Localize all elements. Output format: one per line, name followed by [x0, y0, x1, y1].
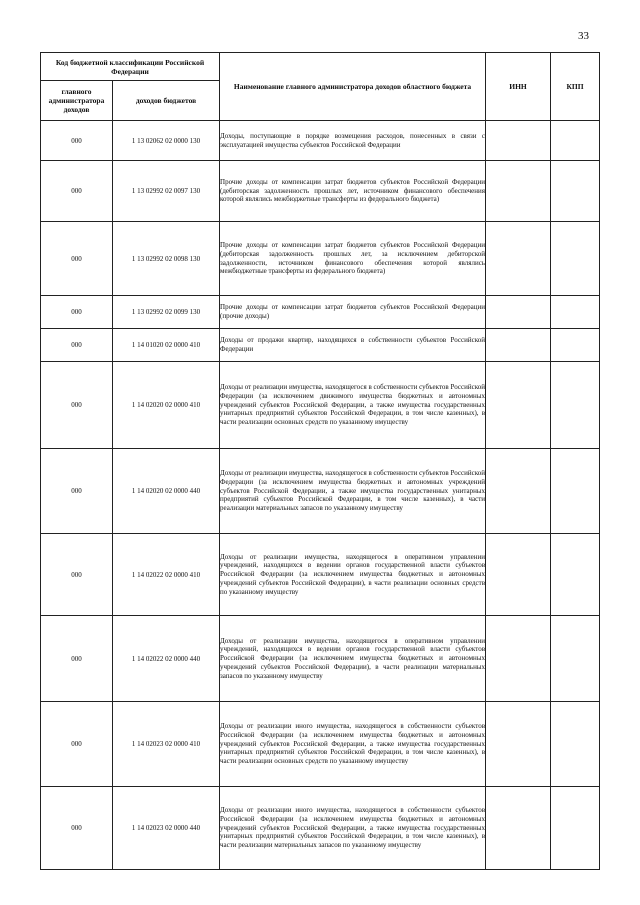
- table-row: [41, 296, 600, 329]
- table-row: [41, 329, 600, 362]
- income-code-cell: 1 13 02062 02 0000 130: [113, 121, 220, 161]
- admin-code-cell: 000: [41, 449, 113, 534]
- header-kpp: КПП: [551, 53, 600, 121]
- income-name-cell: Прочие доходы от компенсации затрат бюджетов субъектов Российской Федерации (дебиторская задолженность прошлых лет, источником финансового обеспечения которой являлись межбюджетные трансферты из федерального бюджета): [220, 161, 486, 222]
- admin-code-cell: 000: [41, 329, 113, 362]
- kpp-cell: [551, 616, 600, 702]
- kpp-cell: [551, 702, 600, 787]
- table-row: [41, 121, 600, 161]
- income-name-cell: Доходы от реализации иного имущества, находящегося в собственности субъектов Российской Федерации (за исключением имущества бюджетных и автономных учреждений субъектов Российской Федерации, а также имущества государственных унитарных предприятий субъектов Российской Федерации, в том числе казенных), в части реализации материальных запасов по указанному имуществу: [220, 787, 486, 870]
- kpp-cell: [551, 161, 600, 222]
- income-name-cell: Прочие доходы от компенсации затрат бюджетов субъектов Российской Федерации (прочие доходы): [220, 296, 486, 329]
- kpp-cell: [551, 362, 600, 449]
- income-name-cell: Доходы от реализации имущества, находящегося в собственности субъектов Российской Федерации (за исключением имущества бюджетных и автономных учреждений субъектов Российской Федерации, а также имущества государственных унитарных предприятий субъектов Российской Федерации, в том числе казенных), в части реализации материальных запасов по указанному имуществу: [220, 449, 486, 534]
- admin-code-cell: 000: [41, 702, 113, 787]
- kpp-cell: [551, 121, 600, 161]
- admin-code-cell: 000: [41, 121, 113, 161]
- income-code-cell: 1 14 02020 02 0000 440: [113, 449, 220, 534]
- budget-classification-table: [40, 52, 600, 870]
- admin-code-cell: 000: [41, 362, 113, 449]
- kpp-cell: [551, 329, 600, 362]
- table-row: [41, 362, 600, 449]
- income-name-cell: Доходы, поступающие в порядке возмещения расходов, понесенных в связи с эксплуатацией имущества субъектов Российской Федерации: [220, 121, 486, 161]
- income-code-cell: 1 14 02023 02 0000 410: [113, 702, 220, 787]
- kpp-cell: [551, 449, 600, 534]
- table-header: [41, 53, 600, 121]
- table-row: [41, 534, 600, 616]
- income-code-cell: 1 13 02992 02 0099 130: [113, 296, 220, 329]
- admin-code-cell: 000: [41, 222, 113, 296]
- admin-code-cell: 000: [41, 787, 113, 870]
- inn-cell: [486, 121, 551, 161]
- kpp-cell: [551, 222, 600, 296]
- income-code-cell: 1 14 02022 02 0000 410: [113, 534, 220, 616]
- header-income-code: доходов бюджетов: [113, 81, 220, 121]
- income-code-cell: 1 14 01020 02 0000 410: [113, 329, 220, 362]
- table-row: [41, 222, 600, 296]
- kpp-cell: [551, 296, 600, 329]
- inn-cell: [486, 362, 551, 449]
- page-number: 33: [578, 30, 589, 42]
- inn-cell: [486, 616, 551, 702]
- income-name-cell: Прочие доходы от компенсации затрат бюджетов субъектов Российской Федерации (дебиторская задолженность прошлых лет, за исключением дебиторской задолженности, источником финансового обеспечения которой являлись межбюджетные трансферты из федерального бюджета): [220, 222, 486, 296]
- income-code-cell: 1 14 02020 02 0000 410: [113, 362, 220, 449]
- table-row: [41, 702, 600, 787]
- inn-cell: [486, 449, 551, 534]
- admin-code-cell: 000: [41, 296, 113, 329]
- header-code-group: Код бюджетной классификации Российской Федерации: [41, 53, 220, 81]
- table-body: [41, 121, 600, 870]
- kpp-cell: [551, 787, 600, 870]
- admin-code-cell: 000: [41, 616, 113, 702]
- header-admin-code: главного администратора доходов: [41, 81, 113, 121]
- inn-cell: [486, 329, 551, 362]
- income-name-cell: Доходы от реализации имущества, находящегося в собственности субъектов Российской Федерации (за исключением движимого имущества бюджетных и автономных учреждений субъектов Российской Федерации, а также имущества государственных унитарных предприятий субъектов Российской Федерации, в том числе казенных), в части реализации основных средств по указанному имуществу: [220, 362, 486, 449]
- income-code-cell: 1 14 02022 02 0000 440: [113, 616, 220, 702]
- inn-cell: [486, 222, 551, 296]
- header-inn: ИНН: [486, 53, 551, 121]
- table-row: [41, 161, 600, 222]
- income-name-cell: Доходы от реализации имущества, находящегося в оперативном управлении учреждений, находящихся в ведении органов государственной власти субъектов Российской Федерации (за исключением имущества бюджетных и автономных учреждений субъектов Российской Федерации), в части реализации основных средств по указанному имуществу: [220, 534, 486, 616]
- kpp-cell: [551, 534, 600, 616]
- income-code-cell: 1 13 02992 02 0098 130: [113, 222, 220, 296]
- admin-code-cell: 000: [41, 161, 113, 222]
- admin-code-cell: 000: [41, 534, 113, 616]
- income-code-cell: 1 14 02023 02 0000 440: [113, 787, 220, 870]
- income-code-cell: 1 13 02992 02 0097 130: [113, 161, 220, 222]
- income-name-cell: Доходы от реализации имущества, находящегося в оперативном управлении учреждений, находящихся в ведении органов государственной власти субъектов Российской Федерации (за исключением имущества бюджетных и автономных учреждений субъектов Российской Федерации), в части реализации материальных запасов по указанному имуществу: [220, 616, 486, 702]
- table-row: [41, 616, 600, 702]
- inn-cell: [486, 161, 551, 222]
- income-name-cell: Доходы от продажи квартир, находящихся в собственности субъектов Российской Федерации: [220, 329, 486, 362]
- table-row: [41, 787, 600, 870]
- income-name-cell: Доходы от реализации иного имущества, находящегося в собственности субъектов Российской Федерации (за исключением имущества бюджетных и автономных учреждений субъектов Российской Федерации, а также имущества государственных унитарных предприятий субъектов Российской Федерации, в том числе казенных), в части реализации основных средств по указанному имуществу: [220, 702, 486, 787]
- header-name: Наименование главного администратора доходов областного бюджета: [220, 53, 486, 121]
- inn-cell: [486, 296, 551, 329]
- inn-cell: [486, 534, 551, 616]
- inn-cell: [486, 787, 551, 870]
- inn-cell: [486, 702, 551, 787]
- table-row: [41, 449, 600, 534]
